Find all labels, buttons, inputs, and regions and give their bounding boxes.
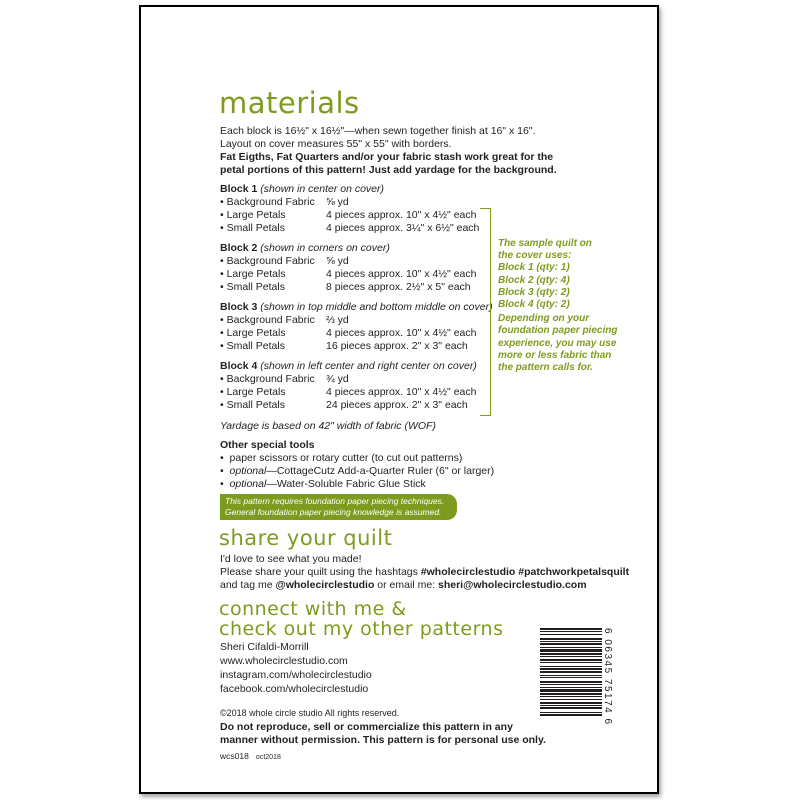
block-row-label: • Large Petals [220,209,286,221]
block-row-label: • Large Petals [220,386,286,398]
sidebar-note-line: Block 2 (qty: 4) [498,274,570,286]
block-row-label: • Small Petals [220,399,285,411]
tools-item [220,465,494,478]
materials-heading: materials [219,86,360,120]
block-row-label: • Background Fabric [220,314,315,326]
fpp-note [220,494,457,520]
sidebar-note-line: Block 3 (qty: 2) [498,286,570,298]
intro-bold-line-2: petal portions of this pattern! Just add yardage for the background. [220,164,557,176]
share-line-1: I'd love to see what you made! [220,553,362,565]
tools-item-text: paper scissors or rotary cutter (to cut out patterns) [229,452,463,464]
intro-bold-line-1: Fat Eigths, Fat Quarters and/or your fabric stash work great for the [220,151,554,163]
connect-heading [219,599,503,639]
sidebar-note-line: The sample quilt on [498,238,592,249]
tools-heading: Other special tools [220,439,315,451]
tools-item-text: —Water-Soluble Fabric Glue Stick [266,478,426,490]
block-row-label: • Background Fabric [220,255,315,267]
pattern-code: wcs018 [220,751,249,761]
share-line-2-text: Please share your quilt using the hashtags [220,566,421,578]
block-row-value: 4 pieces approx. 10" x 4½" each [326,209,477,221]
block-row-value: 4 pieces approx. 3¼" x 6½" each [326,222,480,234]
block-row-label: • Small Petals [220,340,285,352]
block-row-value: 4 pieces approx. 10" x 4½" each [326,327,477,339]
yardage-note: Yardage is based on 42" width of fabric (WOF) [220,420,436,432]
share-line-2 [220,566,629,579]
sidebar-note-line: the pattern calls for. [498,362,594,374]
connect-heading-line-1: connect with me & [219,598,407,620]
block-row-label: • Background Fabric [220,196,315,208]
block-row-value: ¾ yd [326,373,349,385]
share-line-3 [220,579,587,592]
block-heading [220,301,493,314]
block-row-value: 24 pieces approx. 2" x 3" each [326,399,468,411]
block-note: (shown in left center and right center on cover) [260,360,477,372]
sidebar-note-line: Block 1 (qty: 1) [498,262,570,274]
block-row-label: • Small Petals [220,222,285,234]
footer-codes [220,751,281,761]
block-name: Block 4 [220,360,258,372]
sidebar-note-line: Depending on your [498,313,590,325]
block-note: (shown in top middle and bottom middle on cover) [260,301,493,313]
fpp-note-line-1: This pattern requires foundation paper piecing techniques. [225,496,445,506]
instagram-link: instagram.com/wholecirclestudio [220,669,372,681]
tools-item-optional: optional [229,478,267,490]
sidebar-note-line: more or less fabric than [498,349,612,361]
block-heading [220,183,384,196]
barcode [540,628,602,762]
facebook-link: facebook.com/wholecirclestudio [220,683,369,695]
block-name: Block 1 [220,183,258,195]
block-row-value: 4 pieces approx. 10" x 4½" each [326,268,477,280]
block-row-value: ⅝ yd [326,196,349,208]
share-line-3-mid: or email me: [374,579,438,591]
fpp-note-line-2: General foundation paper piecing knowledge is assumed. [225,507,442,517]
block-note: (shown in center on cover) [260,183,385,195]
block-row-value: 8 pieces approx. 2½" x 5" each [326,281,471,293]
hashtags: #wholecirclestudio #patchworkpetalsquilt [420,566,630,578]
block-row-value: 4 pieces approx. 10" x 4½" each [326,386,477,398]
sidebar-note-line: experience, you may use [498,337,617,349]
share-line-3-text: and tag me [220,579,276,591]
block-row-label: • Large Petals [220,327,286,339]
block-row-label: • Background Fabric [220,373,315,385]
intro-line-1: Each block is 16½" x 16½"—when sewn together finish at 16" x 16". [220,125,536,137]
barcode-digits: 6 06345 75174 6 [602,628,613,726]
bullet: • [220,452,224,464]
designer-name: Sheri Cifaldi-Morrill [220,641,309,653]
sidebar-note-line: the cover uses: [498,250,572,262]
block-heading [220,360,477,373]
website-link: www.wholecirclestudio.com [220,655,348,667]
tools-item [220,478,426,491]
sidebar-note-line: foundation paper piecing [498,325,618,337]
email-address: sheri@wholecirclestudio.com [438,579,587,591]
block-note: (shown in corners on cover) [260,242,390,254]
block-row-label: • Small Petals [220,281,285,293]
intro-line-2: Layout on cover measures 55" x 55" with borders. [220,138,452,150]
sidebar-note-line: Block 4 (qty: 2) [498,299,570,311]
legal-line-2: manner without permission. This pattern is for personal use only. [220,734,546,746]
block-row-label: • Large Petals [220,268,286,280]
pattern-date: oct2018 [255,754,281,761]
tools-item [220,452,462,465]
sidebar-note [498,238,617,374]
share-heading: share your quilt [219,526,393,550]
blocks-bracket [480,208,491,416]
block-row-value: ⅔ yd [326,314,349,326]
block-name: Block 2 [220,242,258,254]
tools-item-optional: optional [229,465,267,477]
legal-line-1: Do not reproduce, sell or commercialize this pattern in any [220,721,513,733]
tools-item-text: —CottageCutz Add-a-Quarter Ruler (6" or larger) [266,465,495,477]
connect-heading-line-2: check out my other patterns [219,618,504,640]
instagram-handle: @wholecirclestudio [275,579,375,591]
bullet: • [220,478,224,490]
block-name: Block 3 [220,301,258,313]
bullet: • [220,465,224,477]
block-row-value: 16 pieces approx. 2" x 3" each [326,340,468,352]
copyright: ©2018 whole circle studio All rights reserved. [220,708,400,718]
block-heading [220,242,390,255]
block-row-value: ⅝ yd [326,255,349,267]
